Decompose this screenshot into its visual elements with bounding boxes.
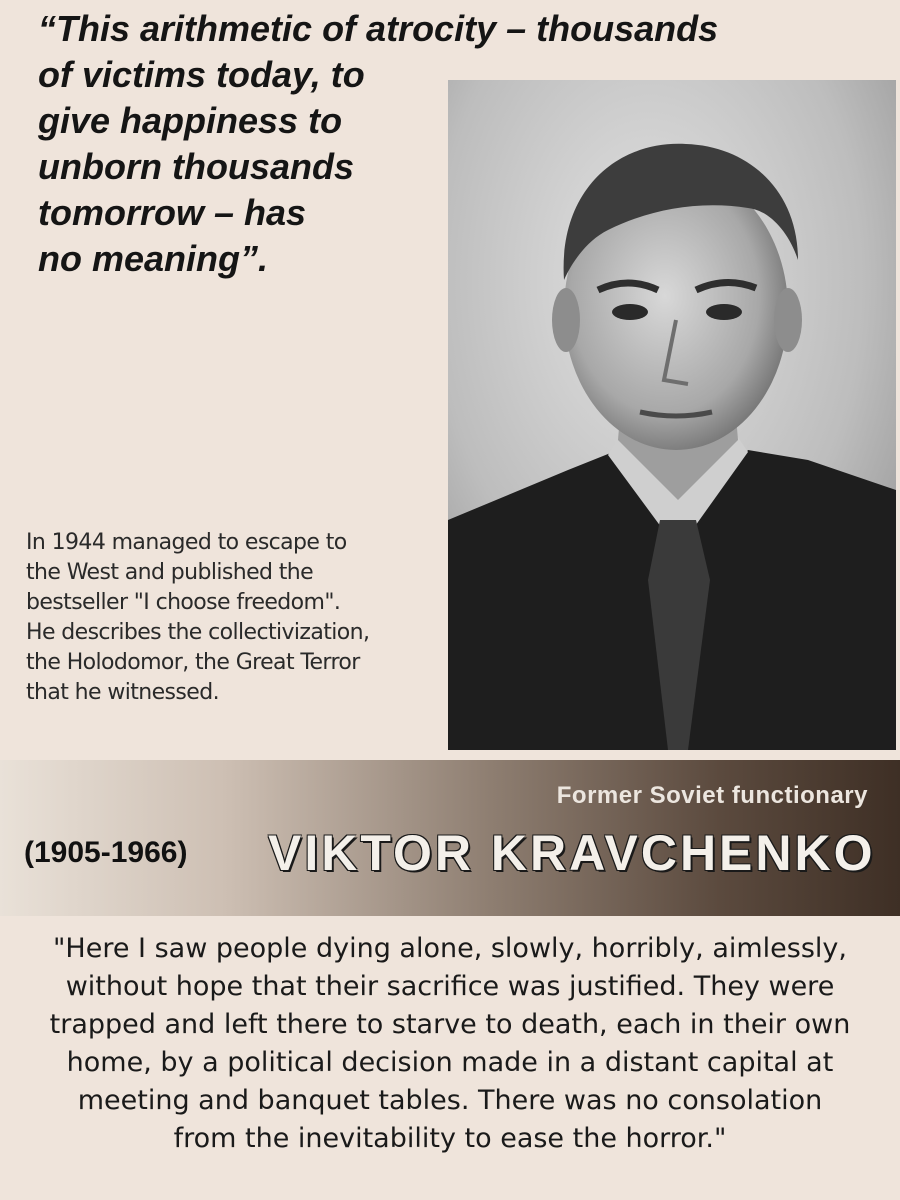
bio-line: bestseller "I choose freedom". [26, 590, 341, 615]
bio-line: the West and published the [26, 560, 314, 585]
role-label: Former Soviet functionary [556, 782, 868, 809]
bottom-quote-line: trapped and left there to starve to death, each in their own [49, 1009, 851, 1040]
top-quote-line: of victims today, to [38, 54, 365, 95]
top-quote-line: tomorrow – has [38, 192, 307, 233]
biography-text [26, 528, 426, 708]
life-years: (1905-1966) [24, 836, 188, 869]
bottom-quote-line: meeting and banquet tables. There was no consolation [77, 1085, 823, 1116]
bottom-quote-line: without hope that their sacrifice was justified. They were [65, 971, 835, 1002]
top-quote-line: give happiness to [38, 100, 343, 141]
bottom-quote-line: "Here I saw people dying alone, slowly, horribly, aimlessly, [53, 933, 847, 964]
bio-line: the Holodomor, the Great Terror [26, 650, 360, 675]
bio-line: In 1944 managed to escape to [26, 530, 347, 555]
bottom-quote-line: from the inevitability to ease the horror." [173, 1123, 727, 1154]
top-quote-line: “This arithmetic of atrocity – thousands [38, 8, 719, 49]
bottom-quote-line: home, by a political decision made in a distant capital at [66, 1047, 834, 1078]
bio-line: that he witnessed. [26, 680, 219, 705]
person-name: VIKTOR KRAVCHENKO [268, 825, 876, 881]
bio-line: He describes the collectivization, [26, 620, 370, 645]
portrait-illustration [448, 80, 896, 750]
bottom-quote [0, 930, 900, 1158]
top-quote-line: unborn thousands [38, 146, 354, 187]
portrait-photo [448, 80, 896, 750]
top-quote-line: no meaning”. [38, 238, 269, 279]
